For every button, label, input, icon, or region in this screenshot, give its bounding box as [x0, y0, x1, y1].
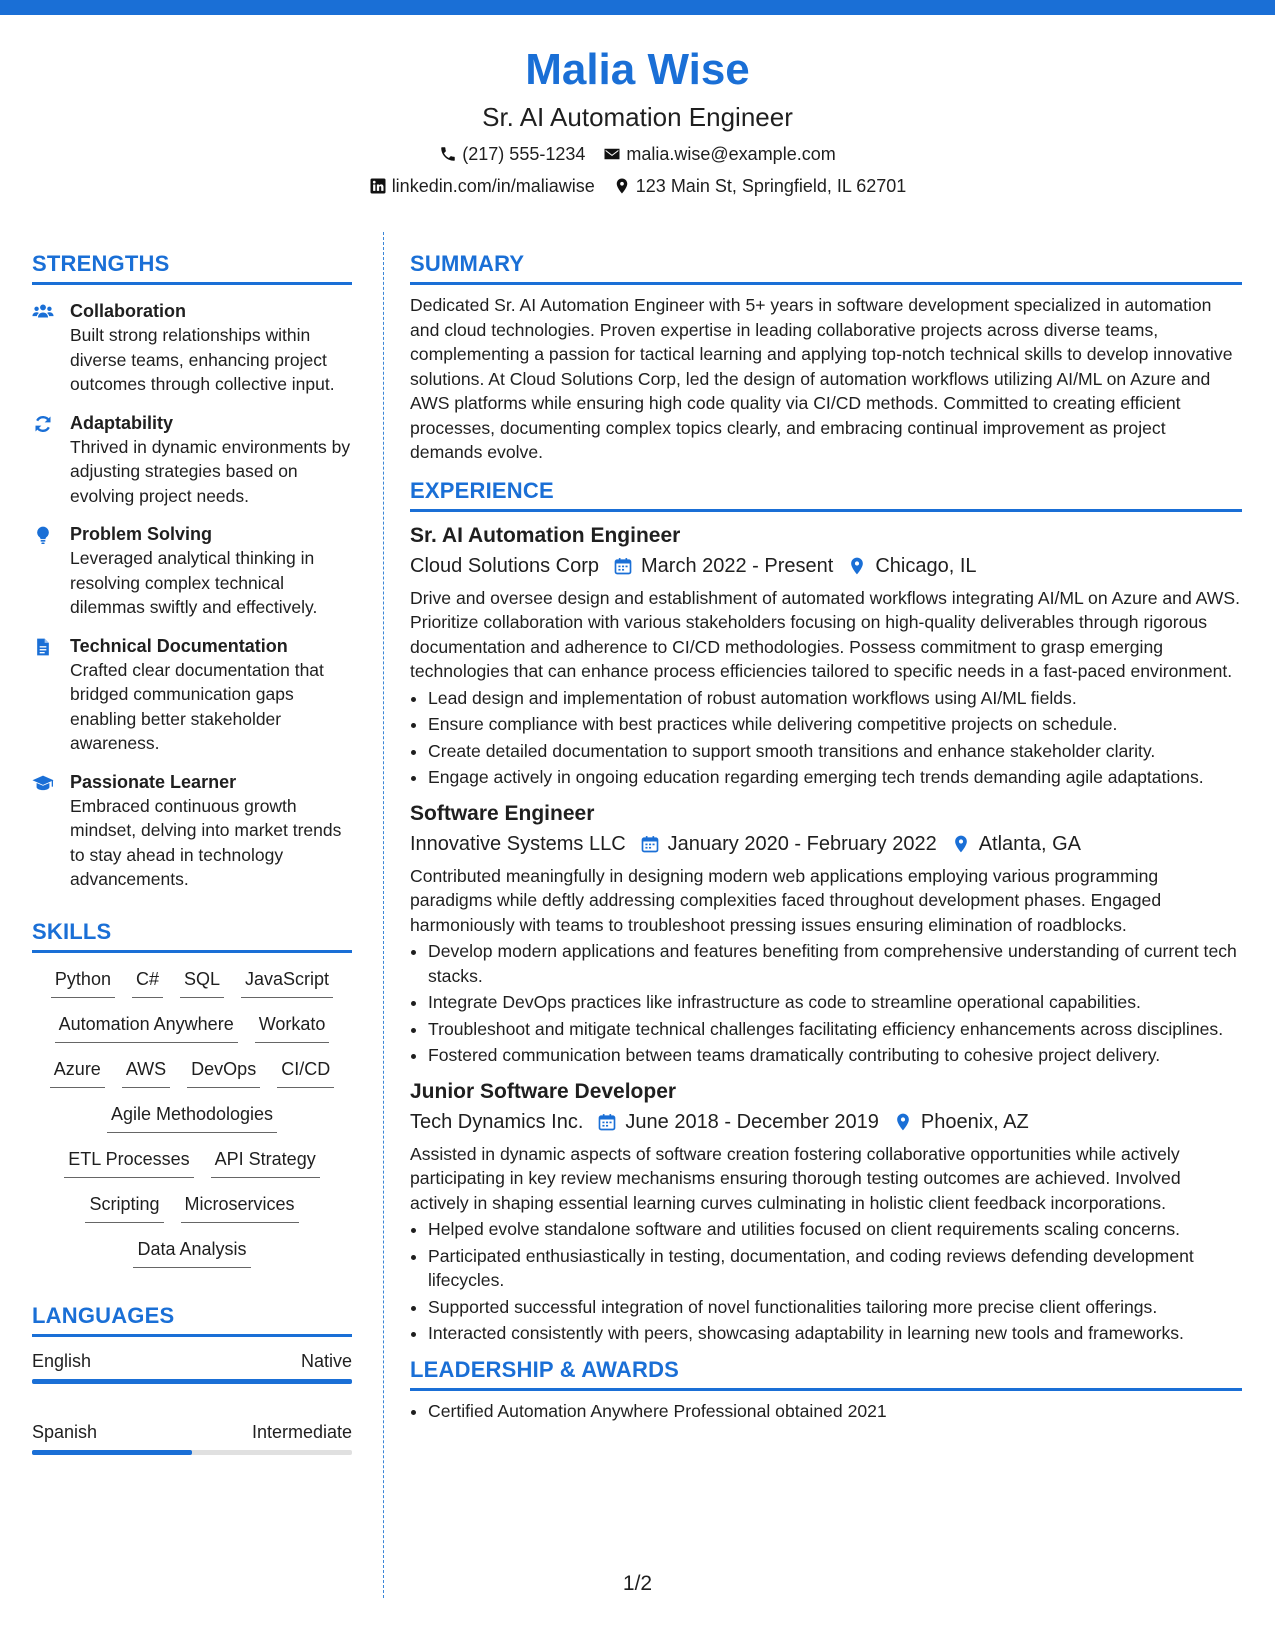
job-bullets: [410, 1217, 1242, 1346]
job-entry: [410, 800, 1242, 1068]
language-bar-fill: [32, 1450, 192, 1455]
job-dates: June 2018 - December 2019: [625, 1110, 879, 1133]
skill-tag: Microservices: [181, 1190, 299, 1223]
strength-item: [32, 634, 352, 756]
bullet-item: • Supported successful integration of novel functionalities tailoring more precise client offerings.: [428, 1295, 1242, 1320]
candidate-title: Sr. AI Automation Engineer: [482, 102, 793, 132]
language-bar-fill: [32, 1379, 352, 1384]
skill-tag: Agile Methodologies: [107, 1100, 277, 1133]
languages-heading: LANGUAGES: [32, 1302, 175, 1328]
skill-tag: ETL Processes: [64, 1145, 193, 1178]
strength-title: Passionate Learner: [70, 771, 237, 792]
job-dates: March 2022 - Present: [641, 554, 834, 577]
skill-tag: Workato: [255, 1010, 330, 1043]
languages-list: [32, 1349, 352, 1455]
skill-row: [32, 965, 352, 1010]
award-item: • Certified Automation Anywhere Professional obtained 2021: [428, 1399, 1242, 1424]
job-title: Junior Software Developer: [410, 1079, 677, 1103]
job-description: Contributed meaningfully in designing modern web applications employing various programming paradigms while deftly addressing complexities faced throughout development phases. Engaged harmoniously with teams to troubleshoot pressing issues ensuring elimination of roadblocks.: [410, 865, 1162, 935]
column-divider: [383, 232, 384, 1598]
section-rule: [410, 509, 1242, 512]
skill-tag: JavaScript: [241, 965, 333, 998]
bullet-item: • Create detailed documentation to support smooth transitions and enhance stakeholder clarity.: [428, 739, 1242, 764]
strength-desc: Thrived in dynamic environments by adjusting strategies based on evolving project needs.: [70, 436, 351, 506]
bullet-item: • Fostered communication between teams dramatically contributing to cohesive project delivery.: [428, 1043, 1242, 1068]
strength-title: Technical Documentation: [70, 635, 288, 656]
skill-tag: AWS: [122, 1055, 170, 1088]
job-title: Sr. AI Automation Engineer: [410, 523, 681, 547]
skill-row: [32, 1010, 352, 1055]
summary-heading: SUMMARY: [410, 251, 525, 276]
job-location: Chicago, IL: [875, 554, 977, 577]
job-meta: [410, 552, 1242, 580]
strength-desc: Embraced continuous growth mindset, delving into market trends to stay ahead in technology advancements.: [70, 795, 342, 889]
linkedin-icon: [369, 177, 387, 195]
strength-title: Adaptability: [70, 412, 174, 433]
job-dates: January 2020 - February 2022: [667, 832, 937, 855]
language-name: English: [32, 1350, 92, 1371]
address-text: 123 Main St, Springfield, IL 62701: [635, 176, 907, 196]
bullet-item: • Engage actively in ongoing education regarding emerging tech trends demanding agile adaptations.: [428, 765, 1242, 790]
experience-heading: EXPERIENCE: [410, 477, 554, 503]
strength-item: [32, 522, 352, 620]
address-contact: [613, 174, 907, 198]
language-level: Native: [300, 1350, 352, 1371]
calendar-icon: [640, 834, 660, 854]
linkedin-contact[interactable]: [369, 174, 595, 198]
skill-tag: Data Analysis: [133, 1235, 250, 1268]
strength-item: [32, 299, 352, 397]
job-description: Assisted in dynamic aspects of software creation fostering collaborative opportunities while actively participating in key review mechanisms ensuring thorough testing outcomes are achieved. Involved actively in shaping essential learning curves culminating in holistic client feedback incorporations.: [410, 1143, 1181, 1213]
language-level: Intermediate: [251, 1421, 352, 1442]
strengths-heading: STRENGTHS: [32, 251, 170, 276]
contact-row-2: [0, 174, 1275, 198]
contact-row-1: [0, 142, 1275, 166]
email-contact[interactable]: [603, 142, 835, 166]
skill-row: [32, 1100, 352, 1145]
linkedin-text: linkedin.com/in/maliawise: [391, 176, 595, 196]
skill-tag: DevOps: [187, 1055, 260, 1088]
skill-tag: API Strategy: [211, 1145, 320, 1178]
lightbulb-icon: [32, 525, 54, 545]
phone-contact: [439, 142, 585, 166]
section-rule: [410, 1388, 1242, 1391]
map-pin-icon: [893, 1112, 913, 1132]
strength-desc: Built strong relationships within diverse teams, enhancing project outcomes through collective input.: [70, 325, 335, 394]
skill-tag: Scripting: [85, 1190, 163, 1223]
right-column: [410, 250, 1242, 1425]
section-rule: [32, 282, 352, 285]
skills-heading: SKILLS: [32, 918, 112, 944]
top-accent-bar: [0, 0, 1275, 15]
resume-header: [0, 38, 1275, 198]
skill-tag: C#: [132, 965, 163, 998]
bullet-item: • Helped evolve standalone software and utilities focused on client requirements scaling concerns.: [428, 1217, 1242, 1242]
phone-text: (217) 555-1234: [462, 144, 586, 164]
job-meta: [410, 830, 1242, 858]
language-item: [32, 1420, 352, 1444]
bullet-item: • Ensure compliance with best practices while delivering competitive projects on schedule.: [428, 712, 1242, 737]
bullet-item: • Interacted consistently with peers, showcasing adaptability in learning new tools and frameworks.: [428, 1321, 1242, 1346]
section-rule: [32, 950, 352, 953]
job-meta: [410, 1108, 1242, 1136]
skill-row: [32, 1145, 352, 1190]
job-bullets: [410, 939, 1242, 1068]
company-name: Innovative Systems LLC: [410, 832, 626, 855]
skill-tag: CI/CD: [277, 1055, 334, 1088]
bullet-item: • Troubleshoot and mitigate technical challenges facilitating efficiency enhancements across disciplines.: [428, 1017, 1242, 1042]
map-pin-icon: [847, 556, 867, 576]
job-location: Atlanta, GA: [978, 832, 1081, 855]
section-rule: [32, 1334, 352, 1337]
company-name: Tech Dynamics Inc.: [410, 1110, 584, 1133]
map-pin-icon: [613, 177, 631, 195]
job-title: Software Engineer: [410, 801, 595, 825]
bullet-item: • Participated enthusiastically in testing, documentation, and coding reviews defending development lifecycles.: [428, 1244, 1242, 1293]
envelope-icon: [603, 145, 621, 163]
language-bar: [32, 1379, 352, 1384]
job-bullets: [410, 686, 1242, 790]
left-column: [32, 250, 352, 1491]
candidate-name: Malia Wise: [525, 45, 750, 94]
skill-row: [32, 1190, 352, 1235]
map-pin-icon: [951, 834, 971, 854]
company-name: Cloud Solutions Corp: [410, 554, 599, 577]
graduation-cap-icon: [32, 773, 54, 793]
strength-item: [32, 770, 352, 892]
bullet-item: • Integrate DevOps practices like infrastructure as code to streamline operational capabilities.: [428, 990, 1242, 1015]
calendar-icon: [597, 1112, 617, 1132]
strength-desc: Crafted clear documentation that bridged communication gaps enabling better stakeholder awareness.: [70, 659, 324, 753]
strength-title: Collaboration: [70, 301, 186, 321]
page-number: 1/2: [622, 1572, 653, 1595]
section-rule: [410, 282, 1242, 285]
awards-heading: LEADERSHIP & AWARDS: [410, 1356, 680, 1382]
phone-icon: [439, 145, 457, 163]
language-name: Spanish: [32, 1421, 98, 1442]
bullet-item: • Develop modern applications and features benefiting from comprehensive understanding of current tech stacks.: [428, 939, 1242, 988]
skill-tag: Azure: [50, 1055, 105, 1088]
document-icon: [32, 637, 54, 657]
strength-title: Problem Solving: [70, 524, 213, 544]
skills-list: [32, 965, 352, 1280]
strength-desc: Leveraged analytical thinking in resolving complex technical dilemmas swiftly and effectively.: [70, 548, 318, 617]
job-entry: [410, 1078, 1242, 1346]
calendar-icon: [613, 556, 633, 576]
skill-row: [32, 1235, 352, 1280]
skill-tag: Python: [51, 965, 115, 998]
skill-tag: SQL: [180, 965, 224, 998]
awards-list: [410, 1399, 1242, 1424]
skill-row: [32, 1055, 352, 1100]
email-text: malia.wise@example.com: [626, 144, 836, 164]
users-icon: [32, 302, 54, 322]
skill-tag: Automation Anywhere: [55, 1010, 238, 1043]
language-item: [32, 1349, 352, 1373]
job-description: Drive and oversee design and establishment of automated workflows integrating AI/ML on Azure and AWS. Prioritize collaboration with various stakeholders focusing on high-quality deliverables through rigorous documentation and adherence to CI/CD methodologies. Possess commitment to grasp emerging technologies that can enhance process efficiencies tailored to specific needs in a fast-paced environment.: [410, 587, 1240, 681]
sync-icon: [32, 414, 54, 434]
job-entry: [410, 522, 1242, 790]
strength-item: [32, 411, 352, 509]
language-bar: [32, 1450, 352, 1455]
bullet-item: • Lead design and implementation of robust automation workflows using AI/ML fields.: [428, 686, 1242, 711]
summary-text: Dedicated Sr. AI Automation Engineer with 5+ years in software development specialized in automation and cloud technologies. Proven expertise in leading collaborative projects across diverse teams, complementing a passion for tactical learning and applying top-notch technical skills to develop innovative solutions. At Cloud Solutions Corp, led the design of automation workflows utilizing AI/ML on Azure and AWS platforms while ensuring high code quality via CI/CD methods. Committed to creating efficient processes, documenting complex topics clearly, and embracing continual improvement as project demands evolve.: [410, 295, 1233, 462]
job-location: Phoenix, AZ: [920, 1110, 1029, 1133]
